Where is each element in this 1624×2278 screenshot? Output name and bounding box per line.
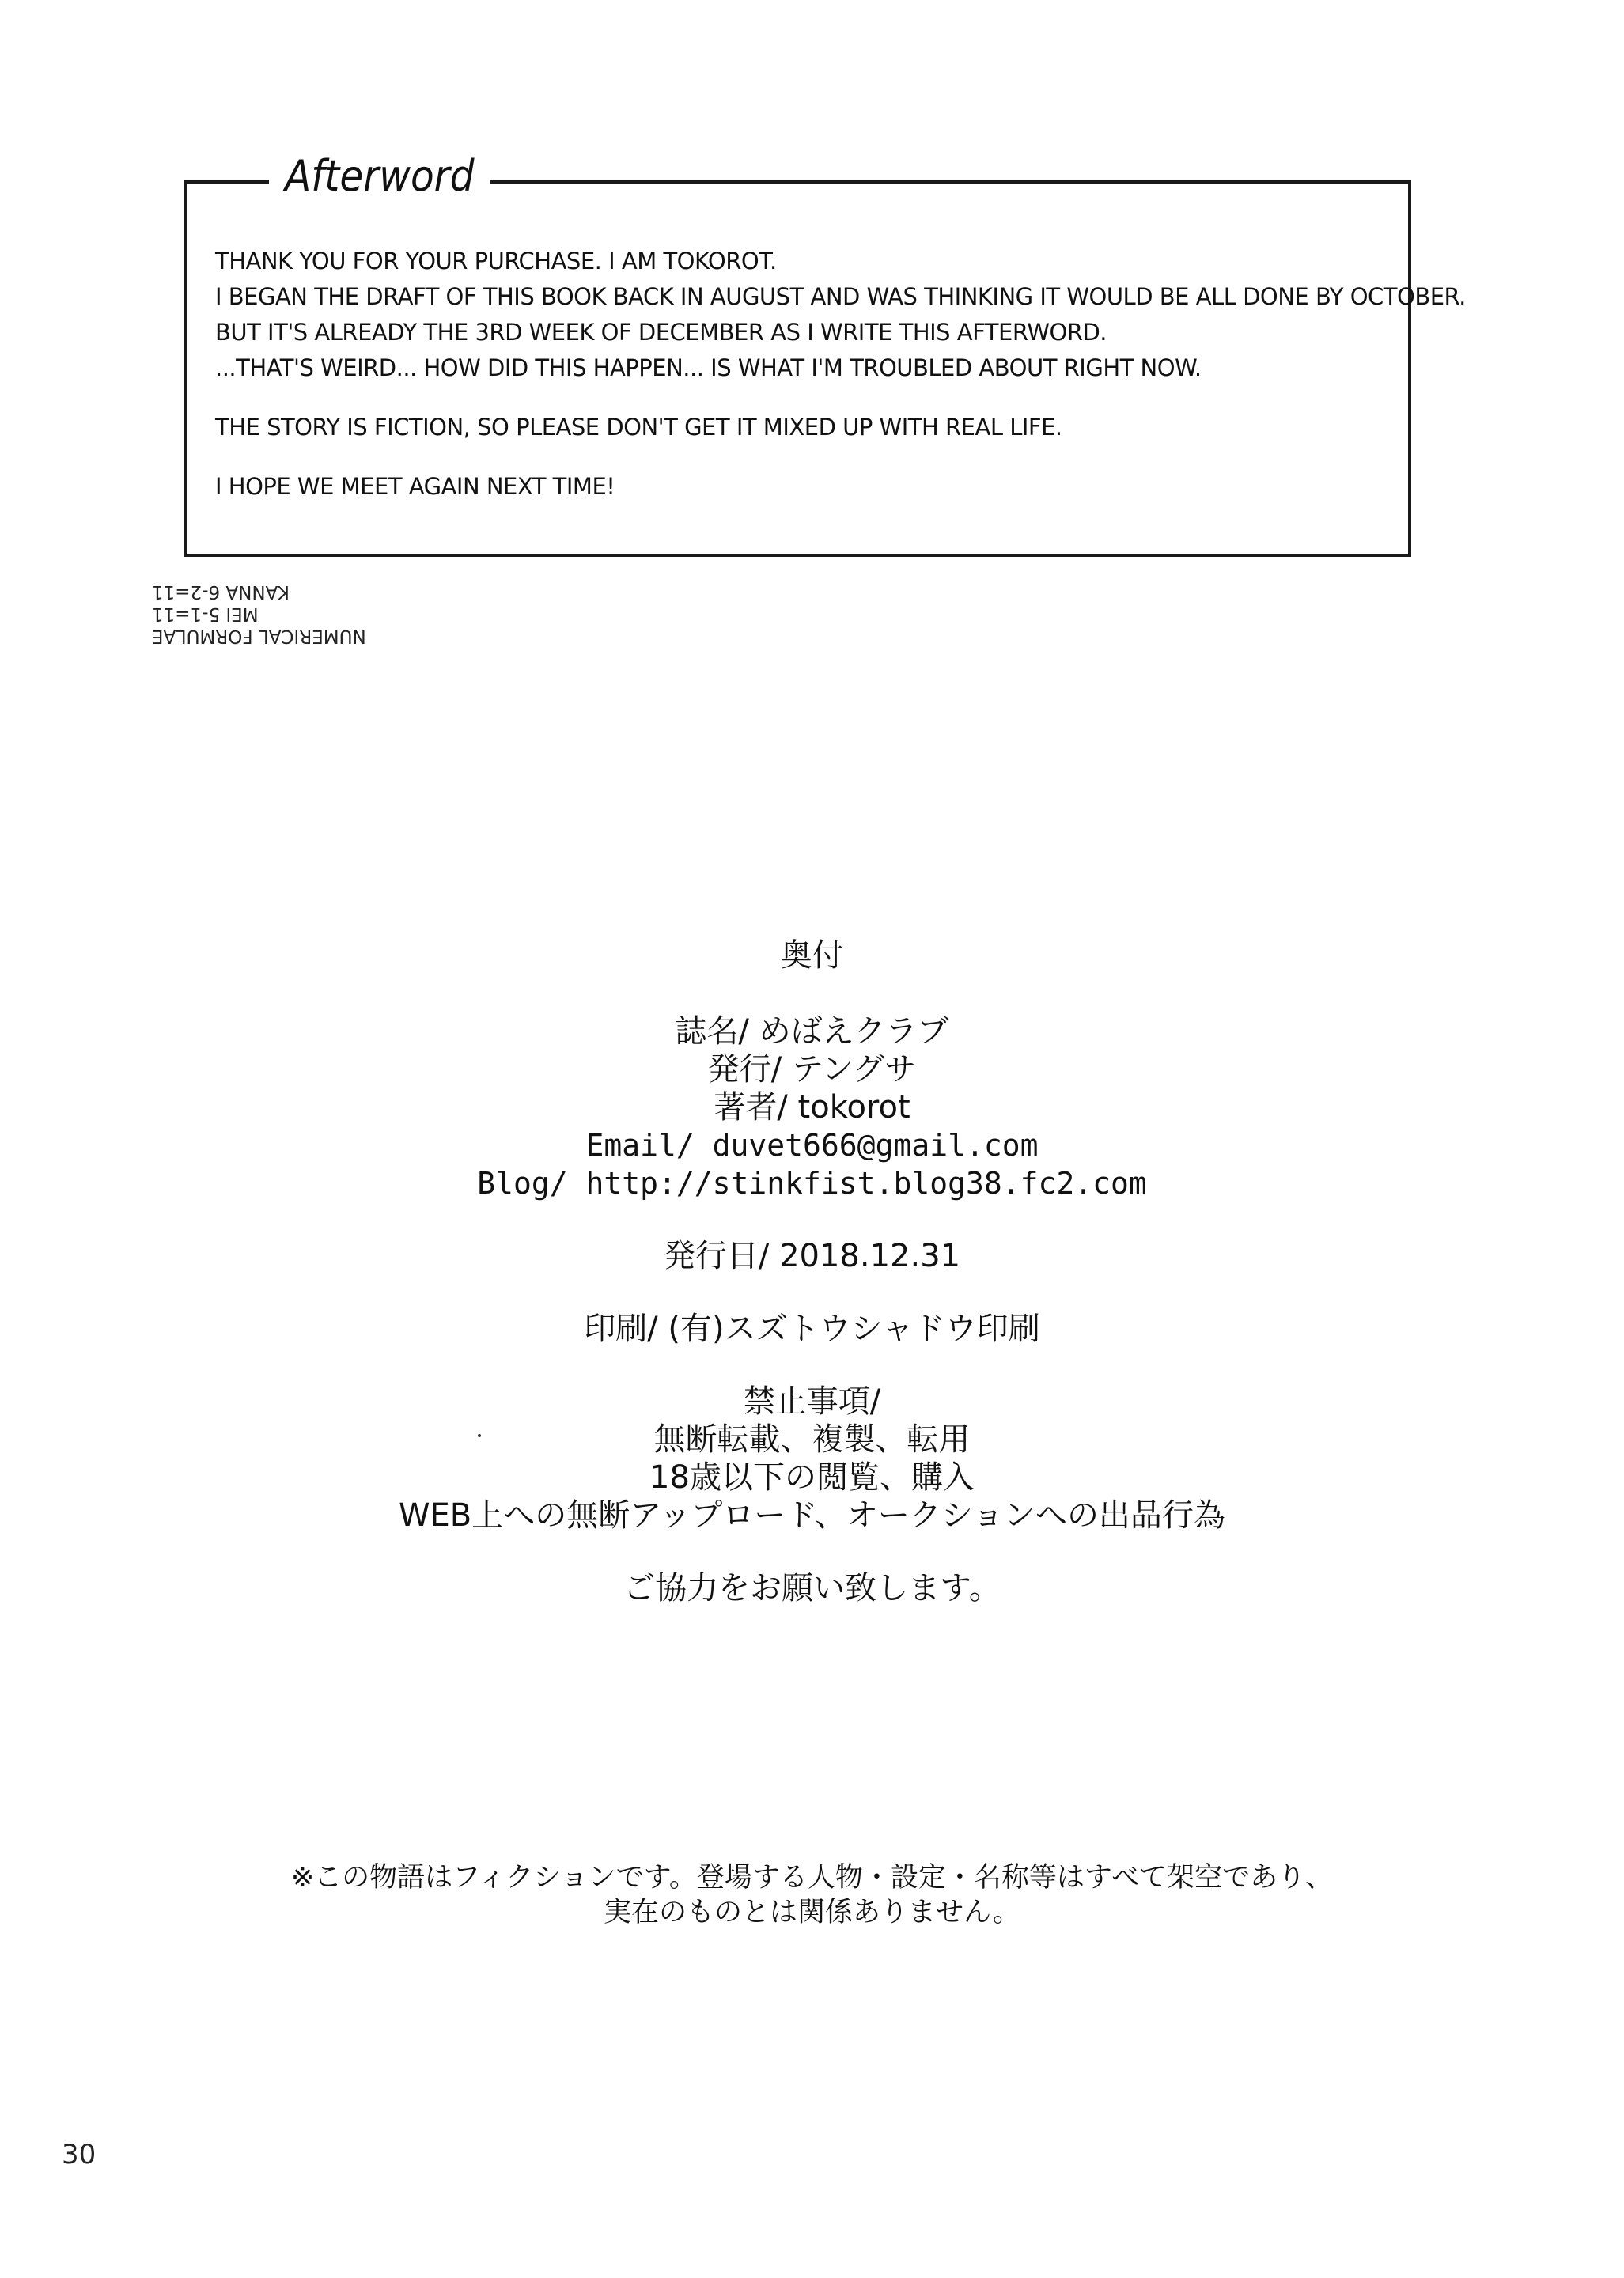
colophon-email-row: Email/ duvet666@gmail.com: [585, 1128, 1039, 1163]
colophon-heading: 奥付: [780, 937, 844, 974]
colophon-date-row: 発行日/ 2018.12.31: [663, 1238, 961, 1274]
colophon-print-row: 印刷/ (有)スズトウシャドウ印刷: [584, 1311, 1040, 1347]
colophon-cooperation: ご協力をお願い致します。: [623, 1570, 1001, 1606]
colophon-prohibited-heading: 禁止事項/: [743, 1383, 881, 1420]
colophon-publisher-row: 発行/ テングサ: [707, 1051, 917, 1088]
afterword-line: THANK YOU FOR YOUR PURCHASE. I AM TOKOROT.: [215, 248, 777, 274]
mirrored-note-line: NUMERICAL FORMULAE: [152, 626, 366, 646]
afterword-closing: I HOPE WE MEET AGAIN NEXT TIME!: [215, 473, 615, 500]
afterword-line: ...THAT'S WEIRD... HOW DID THIS HAPPEN... IS WHAT I'M TROUBLED ABOUT RIGHT NOW.: [215, 354, 1202, 381]
page-number: 30: [62, 2139, 97, 2170]
mirrored-note: [152, 581, 468, 647]
fiction-disclaimer: [0, 1860, 1624, 1930]
colophon-prohibited-item: WEB上への無断アップロード、オークションへの出品行為: [398, 1497, 1226, 1534]
afterword-title: Afterword: [269, 149, 490, 204]
mirrored-note-line: KANNA 6-2=11: [152, 581, 290, 602]
colophon-author-row: 著者/ tokorot: [714, 1089, 910, 1126]
colophon-prohibited-item: 18歳以下の閲覧、購入: [649, 1459, 975, 1496]
afterword-body: [215, 244, 1466, 505]
colophon-blog-row: Blog/ http://stinkfist.blog38.fc2.com: [477, 1166, 1147, 1201]
mirrored-note-line: MEI 5-1=11: [152, 604, 259, 624]
disclaimer-line: ※この物語はフィクションです。登場する人物・設定・名称等はすべて架空であり、: [290, 1862, 1334, 1894]
afterword-fiction-note: THE STORY IS FICTION, SO PLEASE DON'T GET IT MIXED UP WITH REAL LIFE.: [215, 414, 1062, 441]
afterword-line: I BEGAN THE DRAFT OF THIS BOOK BACK IN AUGUST AND WAS THINKING IT WOULD BE ALL DONE BY OCTOBER.: [215, 283, 1466, 310]
disclaimer-line: 実在のものとは関係ありません。: [603, 1897, 1021, 1928]
afterword-line: BUT IT'S ALREADY THE 3RD WEEK OF DECEMBER AS I WRITE THIS AFTERWORD.: [215, 319, 1107, 346]
colophon-title-row: 誌名/ めばえクラブ: [675, 1013, 949, 1050]
print-speck: [478, 1434, 481, 1437]
colophon: [0, 933, 1624, 1607]
colophon-prohibited-item: 無断転載、複製、転用: [653, 1421, 971, 1458]
